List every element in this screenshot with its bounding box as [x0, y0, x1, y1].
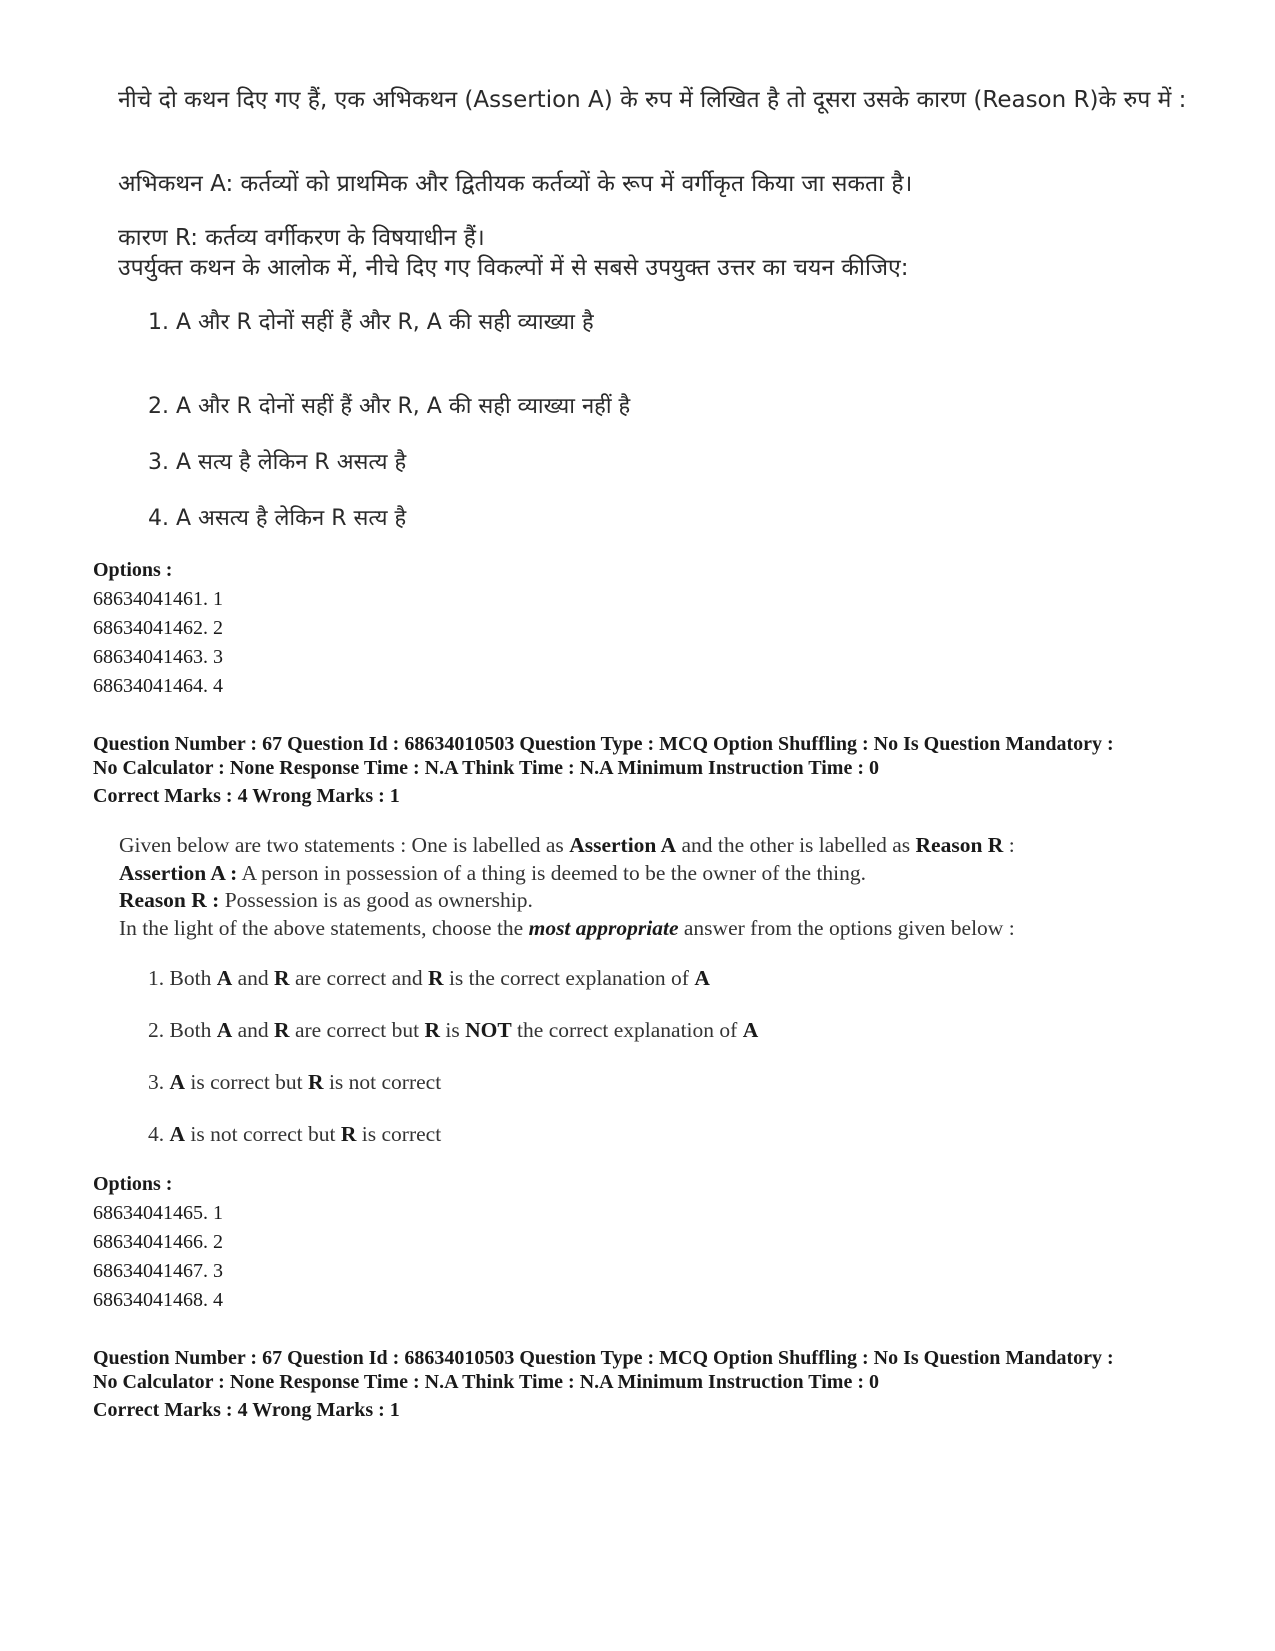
english-statements	[119, 832, 1199, 942]
english-intro: Given below are two statements : One is labelled as Assertion A and the other is labelled as Reason R :	[119, 833, 1015, 857]
question-meta-1	[93, 732, 1213, 780]
option-id: 68634041461. 1	[93, 588, 223, 610]
question-meta-2	[93, 1346, 1213, 1394]
english-choice-3: 3. A is correct but R is not correct	[148, 1070, 442, 1094]
hindi-choice-1: 1. A और R दोनों सहीं हैं और R, A की सही व्याख्या है	[148, 310, 594, 335]
meta-line: Question Number : 67 Question Id : 68634010503 Question Type : MCQ Option Shuffling : No Is Question Mandatory :	[93, 1347, 1114, 1369]
hindi-reason: कारण R: कर्तव्य वर्गीकरण के विषयाधीन हैं।	[118, 225, 485, 251]
hindi-instruction: उपर्युक्त कथन के आलोक में, नीचे दिए गए विकल्पों में से सबसे उपयुक्त उत्तर का चयन कीजिए:	[118, 255, 909, 281]
english-choice-2: 2. Both A and R are correct but R is NOT the correct explanation of A	[148, 1018, 759, 1042]
hindi-assertion: अभिकथन A: कर्तव्यों को प्राथमिक और द्वितीयक कर्तव्यों के रूप में वर्गीकृत किया जा सकता है।	[118, 171, 913, 197]
option-id: 68634041462. 2	[93, 617, 223, 639]
hindi-choice-2: 2. A और R दोनों सहीं हैं और R, A की सही व्याख्या नहीं है	[148, 394, 631, 419]
english-choice-1: 1. Both A and R are correct and R is the correct explanation of A	[148, 966, 710, 990]
option-id: 68634041463. 3	[93, 646, 223, 668]
options-header: Options :	[93, 559, 173, 581]
option-id: 68634041466. 2	[93, 1231, 223, 1253]
english-choice-4: 4. A is not correct but R is correct	[148, 1122, 442, 1146]
hindi-choice-4: 4. A असत्य है लेकिन R सत्य है	[148, 506, 407, 531]
option-id: 68634041465. 1	[93, 1202, 223, 1224]
english-assertion: Assertion A : A person in possession of a thing is deemed to be the owner of the thing.	[119, 860, 867, 885]
hindi-intro: नीचे दो कथन दिए गए हैं, एक अभिकथन (Assertion A) के रुप में लिखित है तो दूसरा उसके कारण (Reason R)के रुप में :	[118, 87, 1187, 113]
option-id: 68634041468. 4	[93, 1289, 223, 1311]
english-instruction: In the light of the above statements, choose the most appropriate answer from the options given below :	[119, 915, 1015, 940]
marks-line-2: Correct Marks : 4 Wrong Marks : 1	[93, 1399, 400, 1421]
meta-line: No Calculator : None Response Time : N.A Think Time : N.A Minimum Instruction Time : 0	[93, 1371, 879, 1393]
option-id: 68634041464. 4	[93, 675, 223, 697]
options-block-1	[93, 556, 223, 701]
meta-line: Question Number : 67 Question Id : 68634010503 Question Type : MCQ Option Shuffling : No Is Question Mandatory :	[93, 733, 1114, 755]
option-id: 68634041467. 3	[93, 1260, 223, 1282]
marks-line-1: Correct Marks : 4 Wrong Marks : 1	[93, 785, 400, 807]
options-block-2	[93, 1170, 223, 1315]
hindi-choice-3: 3. A सत्य है लेकिन R असत्य है	[148, 450, 407, 475]
english-reason: Reason R : Possession is as good as ownership.	[119, 888, 533, 912]
meta-line: No Calculator : None Response Time : N.A Think Time : N.A Minimum Instruction Time : 0	[93, 757, 879, 779]
options-header: Options :	[93, 1173, 173, 1195]
